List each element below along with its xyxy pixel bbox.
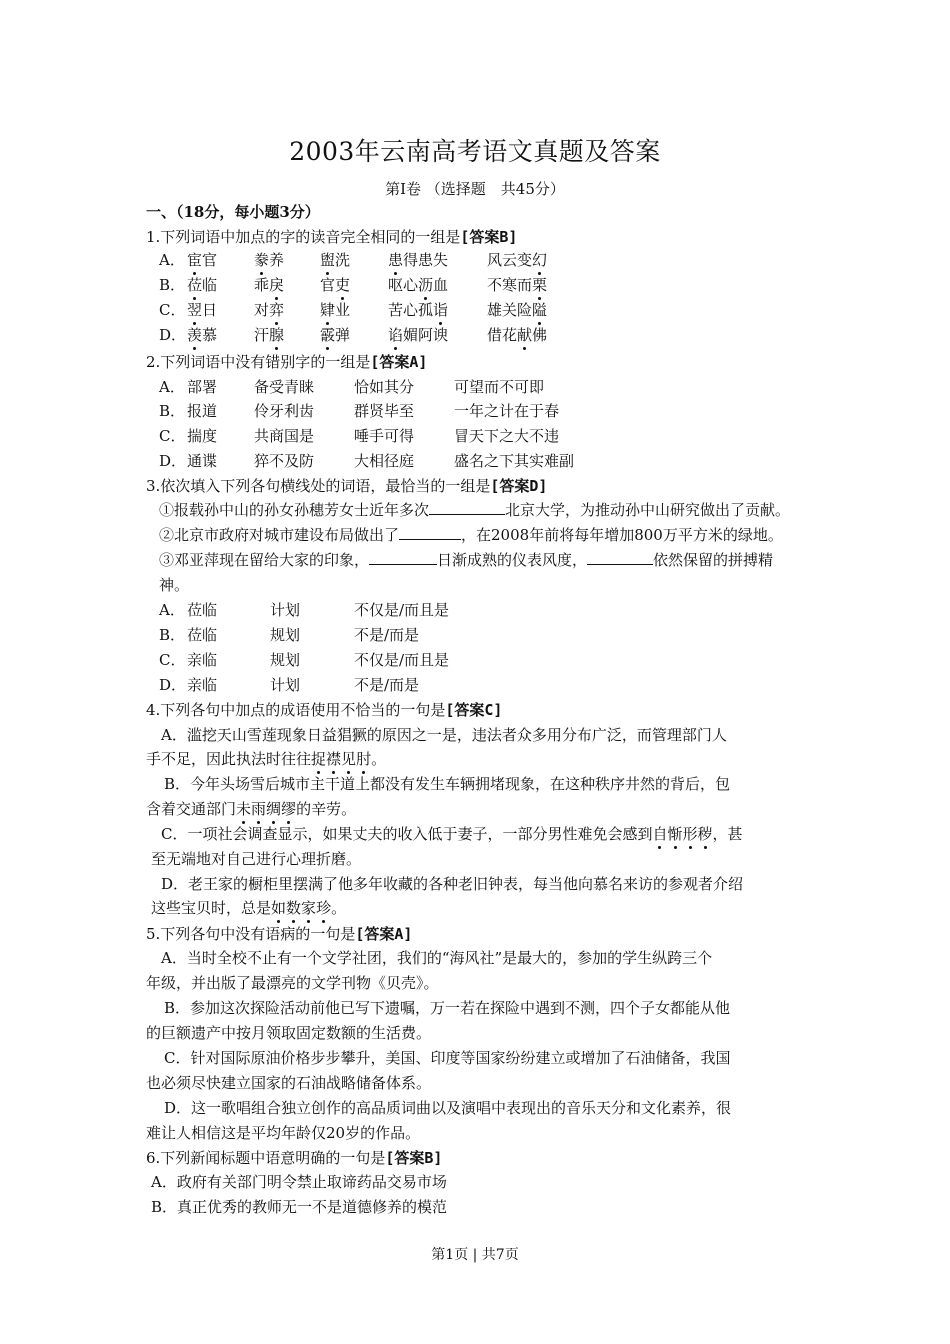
answer-label: [答案B] — [460, 228, 518, 246]
emphasis-char: 惭 — [667, 825, 683, 843]
option-word: 翌日 — [187, 301, 218, 319]
question-stem-text: 6.下列新闻标题中语意明确的一句是 — [146, 1149, 386, 1167]
option-word: 计划 — [270, 601, 301, 619]
sentence-text: 北京大学，为推动孙中山研究做出了贡献。 — [505, 501, 791, 519]
option-a-line-2: 年级，并出版了最漂亮的文学刊物《贝壳》。 — [146, 974, 439, 992]
option-word: 不仅是/而且是 — [354, 651, 450, 669]
option-letter: C． — [159, 427, 186, 445]
option-word: 恰如其分 — [354, 378, 415, 396]
option-d-line-1: D．老王家的橱柜里摆满了他多年收藏的各种老旧钟表，每当他向慕名来访的参观者介绍 — [161, 875, 744, 893]
question-3-stem — [146, 476, 547, 496]
dotted-idiom — [236, 800, 296, 818]
sentence-text: ，在2008年前将每年增加800万平方米的绿地。 — [461, 526, 783, 544]
sentence-text: 依然保留的拼搏精 — [653, 551, 774, 569]
option-word: 可望而不可即 — [454, 378, 545, 396]
option-letter: C． — [159, 301, 186, 319]
sentence-text: 手不足，因此执法时往往 — [146, 750, 312, 768]
question-stem-text: 3.依次填入下列各句横线处的词语，最恰当的一组是 — [146, 477, 491, 495]
option-word: 苦心孤诣 — [388, 301, 449, 319]
option-word: 规划 — [270, 651, 301, 669]
emphasis-char: 缪 — [281, 800, 297, 818]
option-a: A．政府有关部门明令禁止取谛药品交易市场 — [151, 1173, 447, 1191]
option-word: 部署 — [187, 378, 218, 396]
option-word: 宦官 — [187, 251, 218, 269]
emphasis-char: 未 — [236, 800, 252, 818]
answer-label: [答案A] — [370, 353, 428, 371]
section-heading: 一、（18分，每小题3分） — [146, 203, 320, 221]
option-letter: A． — [159, 251, 185, 269]
option-word: 冒天下之大不违 — [454, 427, 560, 445]
answer-label: [答案B] — [385, 1149, 443, 1167]
emphasis-char: 肘 — [356, 750, 372, 768]
option-word: 不是/而是 — [354, 676, 420, 694]
option-word: 不是/而是 — [354, 626, 420, 644]
option-letter: B． — [159, 402, 186, 420]
question-stem-text: 4.下列各句中加点的成语使用不恰当的一句是 — [146, 701, 446, 719]
paper-subtitle: 第Ⅰ卷 （选择题 共45分） — [385, 180, 565, 198]
sentence-text: 含着交通部门 — [146, 800, 237, 818]
option-word: 亲临 — [187, 651, 218, 669]
option-word: 共商国是 — [254, 427, 315, 445]
option-word: 盥洗 — [320, 251, 351, 269]
sentence-2 — [159, 525, 783, 545]
sentence-text: 日渐成熟的仪表风度， — [437, 551, 588, 569]
sentence-text: ，甚 — [712, 825, 743, 843]
option-word: 谄媚阿谀 — [388, 326, 449, 344]
option-c-line-2: 也必须尽快建立国家的石油战略储备体系。 — [146, 1074, 432, 1092]
emphasis-char: 如 — [271, 899, 287, 917]
question-1-stem — [146, 227, 517, 247]
option-b: B．真正优秀的教师无一不是道德修养的模范 — [151, 1198, 448, 1216]
emphasis-char: 雨 — [251, 800, 267, 818]
option-letter: D． — [159, 326, 187, 344]
option-word: 霰弹 — [320, 326, 351, 344]
option-word: 规划 — [270, 626, 301, 644]
option-b-line-2: 的巨额遗产中按月领取固定数额的生活费。 — [146, 1024, 432, 1042]
question-stem-text: 2.下列词语中没有错别字的一组是 — [146, 353, 371, 371]
answer-label: [答案C] — [445, 701, 503, 719]
option-d-line-2 — [151, 898, 346, 918]
sentence-text: ③邓亚萍现在留给大家的印象， — [159, 551, 370, 569]
option-b-line-1: B．今年头场雪后城市主干道上都没有发生车辆拥堵现象，在这种秩序井然的背后，包 — [164, 775, 731, 793]
sentence-text: ②北京市政府对城市建设布局做出了 — [159, 526, 400, 544]
option-word: 雄关险隘 — [487, 301, 548, 319]
question-2-stem — [146, 352, 427, 372]
option-d-line-2: 难让人相信这是平均年龄仅20岁的作品。 — [146, 1124, 421, 1142]
option-a-line-1: A．滥挖天山雪莲现象日益猖獗的原因之一是，违法者众多用分布广泛，而管理部门人 — [161, 726, 727, 744]
question-4-stem — [146, 700, 502, 720]
option-letter: A． — [159, 601, 185, 619]
option-word: 风云变幻 — [487, 251, 548, 269]
question-6-stem — [146, 1148, 442, 1168]
option-word: 大相径庭 — [354, 452, 415, 470]
question-stem-text: 5.下列各句中没有语病的一句是 — [146, 925, 356, 943]
option-word: 备受青睐 — [254, 378, 315, 396]
option-d-line-1: D．这一歌唱组合独立创作的高品质词曲以及演唱中表现出的音乐天分和文化素养，很 — [164, 1099, 732, 1117]
question-5-stem — [146, 924, 412, 944]
option-word: 官吏 — [320, 276, 351, 294]
option-word: 羡慕 — [187, 326, 218, 344]
option-word: 盛名之下其实难副 — [454, 452, 575, 470]
emphasis-char: 自 — [652, 825, 668, 843]
sentence-text: 。 — [331, 899, 347, 917]
option-word: 一年之计在于春 — [454, 402, 560, 420]
option-letter: C． — [159, 651, 186, 669]
option-c-line-2: 至无端地对自己进行心理折磨。 — [151, 850, 362, 868]
emphasis-char: 珍 — [316, 899, 332, 917]
option-word: 猝不及防 — [254, 452, 315, 470]
fill-blank — [369, 550, 437, 565]
sentence-3-continued: 神。 — [159, 576, 190, 594]
option-b-line-1: B．参加这次探险活动前他已写下遗嘱，万一若在探险中遇到不测，四个子女都能从他 — [164, 999, 731, 1017]
option-word: 豢养 — [254, 251, 285, 269]
option-word: 计划 — [270, 676, 301, 694]
sentence-text: ①报载孙中山的孙女孙穗芳女士近年多次 — [159, 501, 430, 519]
option-word: 汗腺 — [254, 326, 285, 344]
page-footer: 第1页 | 共7页 — [431, 1247, 519, 1263]
dotted-idiom — [271, 899, 331, 917]
option-c-line-1 — [161, 824, 743, 844]
option-word: 对弈 — [254, 301, 285, 319]
sentence-text: 这些宝贝时，总是 — [151, 899, 272, 917]
fill-blank — [429, 500, 505, 515]
option-word: 莅临 — [187, 276, 218, 294]
emphasis-char: 襟 — [326, 750, 342, 768]
option-word: 不寒而栗 — [487, 276, 548, 294]
sentence-text: 。 — [371, 750, 387, 768]
option-a-line-1: A．当时全校不止有一个文学社团，我们的“海风社”是最大的，参加的学生纵跨三个 — [161, 949, 713, 967]
emphasis-char: 见 — [341, 750, 357, 768]
fill-blank — [399, 525, 461, 540]
option-word: 伶牙利齿 — [254, 402, 315, 420]
option-word: 群贤毕至 — [354, 402, 415, 420]
option-letter: A． — [159, 378, 185, 396]
option-letter: B． — [159, 626, 186, 644]
option-a-line-2 — [146, 749, 386, 769]
sentence-text: 的辛劳。 — [296, 800, 357, 818]
option-word: 患得患失 — [388, 251, 449, 269]
option-word: 借花献佛 — [487, 326, 548, 344]
question-stem-text: 1.下列词语中加点的字的读音完全相同的一组是 — [146, 228, 461, 246]
option-word: 不仅是/而且是 — [354, 601, 450, 619]
sentence-3 — [159, 550, 773, 570]
option-word: 呕心沥血 — [388, 276, 449, 294]
option-word: 揣度 — [187, 427, 218, 445]
emphasis-char: 家 — [301, 899, 317, 917]
emphasis-char: 绸 — [266, 800, 282, 818]
option-word: 报道 — [187, 402, 218, 420]
document-title: 2003年云南高考语文真题及答案 — [289, 137, 661, 166]
option-letter: B． — [159, 276, 186, 294]
option-b-line-2 — [146, 799, 356, 819]
option-word: 肄业 — [320, 301, 351, 319]
option-c-line-1: C．针对国际原油价格步步攀升，美国、印度等国家纷纷建立或增加了石油储备，我国 — [164, 1049, 731, 1067]
option-word: 通谍 — [187, 452, 218, 470]
answer-label: [答案D] — [490, 477, 548, 495]
dotted-idiom — [652, 825, 712, 843]
fill-blank — [587, 550, 653, 565]
option-word: 莅临 — [187, 626, 218, 644]
sentence-1 — [159, 500, 790, 520]
emphasis-char: 捉 — [311, 750, 327, 768]
emphasis-char: 形 — [682, 825, 698, 843]
option-word: 亲临 — [187, 676, 218, 694]
option-letter: D． — [159, 676, 187, 694]
option-word: 乖戾 — [254, 276, 285, 294]
emphasis-char: 数 — [286, 899, 302, 917]
option-letter: D． — [159, 452, 187, 470]
option-word: 莅临 — [187, 601, 218, 619]
dotted-idiom — [311, 750, 371, 768]
answer-label: [答案A] — [355, 925, 413, 943]
option-word: 唾手可得 — [354, 427, 415, 445]
sentence-text: C．一项社会调查显示，如果丈夫的收入低于妻子，一部分男性难免会感到 — [161, 825, 653, 843]
emphasis-char: 秽 — [697, 825, 713, 843]
